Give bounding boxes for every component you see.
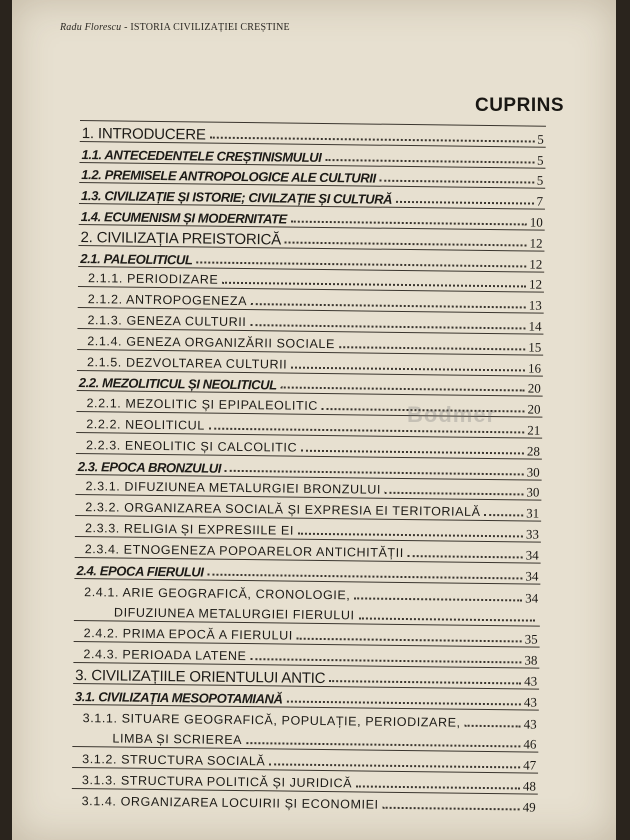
toc-entry-page: 15 [528,339,542,355]
toc-leader-dots [408,555,523,558]
toc-entry-page: 28 [526,443,541,459]
toc-leader-dots [209,428,524,434]
toc-leader-dots [359,618,535,622]
toc-entry-page: 10 [529,214,543,230]
toc-leader-dots [246,742,520,747]
toc-entry-label: 3.1.2. STRUCTURA SOCIALĂ [82,752,266,769]
toc-entry-label: 2.2.3. ENEOLITIC ȘI CALCOLITIC [85,437,298,455]
toc-entry-label: 2.2.2. NEOLITICUL [86,417,205,433]
toc-leader-dots [485,514,524,516]
toc-entry-label: 2.2. MEZOLITICUL ȘI NEOLITICUL [78,375,277,393]
toc-leader-dots [251,303,526,308]
toc-leader-dots [385,492,524,496]
toc-leader-dots [380,180,534,184]
toc-entry-label: 2.3.4. ETNOGENEZA POPOARELOR ANTICHITĂȚII [84,541,404,560]
toc-entry-label: 2.3.2. ORGANIZAREA SOCIALĂ ȘI EXPRESIA EI TERITORIALĂ [85,500,481,520]
toc-entry-page: 16 [527,360,542,376]
toc-entry-label: 1.1. ANTECEDENTELE CREȘTINISMULUI [81,146,322,165]
toc-entry-page: 46 [523,736,537,752]
toc-entry-page: 38 [524,652,538,668]
toc-leader-dots [250,324,525,329]
toc-leader-dots [222,282,526,288]
toc-entry-label: LIMBA ȘI SCRIEREA [112,731,243,748]
toc-entry-label: 3.1.3. STRUCTURA POLITICĂ ȘI JURIDICĂ [81,772,353,791]
toc-leader-dots [354,597,522,601]
header-book-title: ISTORIA CIVILIZAȚIEI CREȘTINE [130,22,290,33]
toc-entry-label: 2.4. EPOCA FIERULUI [76,562,204,580]
toc-leader-dots [207,573,522,579]
toc-entry-label: 2.1.2. ANTROPOGENEZA [87,292,248,309]
toc-leader-dots [325,159,534,164]
toc-entry-label: 3.1.4. ORGANIZAREA LOCUIRII ȘI ECONOMIEI [81,793,379,812]
toc-entry-page: 12 [529,256,543,272]
toc-leader-dots [291,366,525,371]
toc-entry-page: 43 [523,693,538,710]
toc-entry-page: 47 [523,757,537,773]
toc-entry-page: 43 [524,673,538,689]
toc-entry-label: 1.2. PREMISELE ANTROPOLOGICE ALE CULTURII [81,167,376,187]
toc-leader-dots [396,201,533,205]
toc-leader-dots [301,449,524,454]
toc-leader-dots [356,785,520,789]
toc-entry-page: 12 [529,235,543,251]
toc-leader-dots [298,533,523,538]
toc-entry-label: 2.1.3. GENEZA CULTURII [87,313,247,330]
toc-entry-label: 2.1. PALEOLITICUL [80,250,193,267]
toc-entry-page: 34 [525,568,539,584]
toc-entry-label: 3.1. CIVILIZAȚIA MESOPOTAMIANĂ [74,688,283,707]
toc-leader-dots [225,469,524,475]
toc-entry-label: 2.1.1. PERIODIZARE [87,271,219,288]
toc-entry-page: 5 [536,152,544,168]
toc-entry-page: 31 [526,505,540,521]
toc-leader-dots [196,261,526,267]
toc-leader-dots [465,724,521,727]
toc-entry-page: 33 [525,526,540,542]
toc-entry-page: 21 [527,422,541,438]
toc-entry-label: 2.3.1. DIFUZIUNEA METALURGIEI BRONZULUI [85,479,382,498]
header-separator: - [121,22,131,33]
toc-leader-dots [383,806,520,810]
toc-entry-page: 34 [525,547,539,563]
toc-entry-label: 2.1.4. GENEZA ORGANIZĂRII SOCIALE [87,333,336,351]
toc-entry-label: 2.4.2. PRIMA EPOCĂ A FIERULUI [83,626,293,643]
toc-entry-label: 2.3. EPOCA BRONZULUI [77,458,222,476]
toc-entry-page: 5 [536,172,544,189]
toc-entry-label: 1. INTRODUCERE [81,124,206,144]
toc-entry-page: 7 [536,193,544,209]
toc-entry-label: 1.3. CIVILIZAȚIE ȘI ISTORIE; CIVILZAȚIE ȘI CULTURĂ [80,188,393,208]
toc-leader-dots [329,680,521,684]
toc-leader-dots [281,387,525,392]
toc-leader-dots [269,763,520,768]
toc-entry-page: 20 [527,380,541,397]
toc-entry-page: 48 [522,778,536,794]
toc-entry-page: 12 [528,276,543,293]
toc-entry-page: 5 [537,131,544,147]
toc-leader-dots [339,346,525,350]
toc-leader-dots [250,658,521,663]
toc-leader-dots [210,136,535,142]
toc-leader-dots [286,700,520,705]
toc-entry [72,788,538,814]
watermark: Bodmer [407,402,497,427]
toc-entry-label: 2.1.5. DEZVOLTAREA CULTURII [86,354,288,372]
toc-entry-page: 14 [528,318,542,334]
page-title: CUPRINS [474,95,564,116]
toc-entry-label: 3.1.1. SITUARE GEOGRAFICĂ, POPULAȚIE, PERIODIZARE, [82,710,461,730]
toc-leader-dots [297,638,522,643]
toc-entry-label: 3. CIVILIZAȚIILE ORIENTULUI ANTIC [75,666,326,687]
toc-entry-page: 49 [522,799,536,815]
toc-entry-page: 35 [524,631,538,647]
toc-entry-page: 30 [526,464,540,480]
toc-entry-page: 43 [523,715,537,732]
toc-entry-page: 34 [525,590,539,606]
toc-entry-label: 2.2.1. MEZOLITIC ȘI EPIPALEOLITIC [86,396,319,414]
toc-entry-label: 1.4. ECUMENISM ȘI MODERNITATE [80,209,287,227]
toc-entry-label: 2. CIVILIZAȚIA PREISTORICĂ [80,228,282,249]
toc-entry-label: 2.4.3. PERIOADA LATENE [83,647,247,663]
header-author: Radu Florescu [60,22,122,33]
toc-entry-page: 20 [527,401,541,417]
toc-entry-label: 2.3.3. RELIGIA ȘI EXPRESIILE EI [84,521,295,538]
toc-entry-label: 2.4.1. ARIE GEOGRAFICĂ, CRONOLOGIE, [84,584,351,602]
book-page [12,0,616,840]
toc-leader-dots [285,241,527,246]
toc-entry-page: 30 [526,484,540,500]
toc-entry-page: 13 [528,297,542,313]
toc-leader-dots [291,221,527,226]
table-of-contents [72,120,546,814]
toc-entry-label: DIFUZIUNEA METALURGIEI FIERULUI [113,605,355,623]
running-header [60,22,290,33]
